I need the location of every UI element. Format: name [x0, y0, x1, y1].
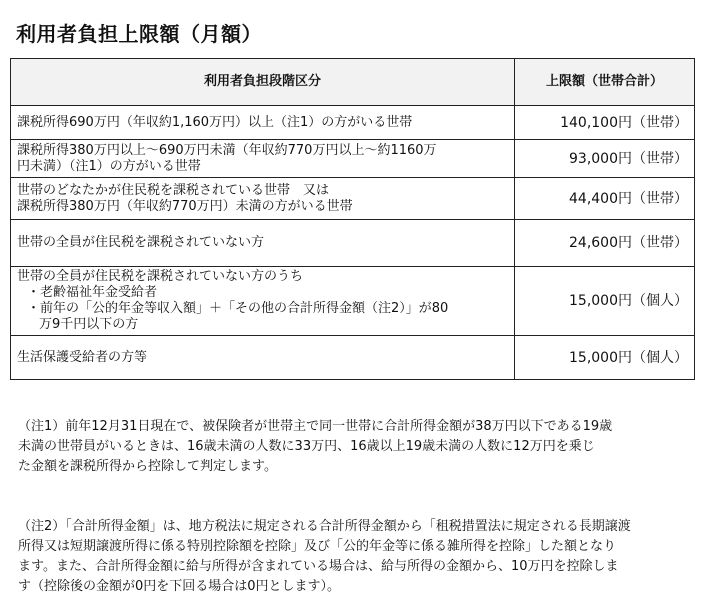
- table-row: [11, 220, 695, 267]
- table-row: [11, 336, 695, 380]
- limit-amount-cell: 24,600円（世帯）: [515, 220, 695, 267]
- note-text: 未満の世帯員がいるときは、16歳未満の人数に33万円、16歳以上19歳未満の人数に12万円を乗じ: [18, 439, 595, 454]
- category-text: 世帯の全員が住民税を課税されていない方: [17, 235, 265, 250]
- limit-amount-cell: 15,000円（個人）: [515, 267, 695, 336]
- category-text: 課税所得380万円（年収約770万円）未満の方がいる世帯: [17, 198, 353, 214]
- limit-amount-cell: 15,000円（個人）: [515, 336, 695, 380]
- category-cell: [11, 336, 515, 380]
- note-text: （注2）「合計所得金額」は、地方税法に規定される合計所得金額から「租税措置法に規定される長期譲渡: [18, 519, 631, 534]
- category-text: 世帯のどなたかが住民税を課税されている世帯 又は: [17, 182, 330, 198]
- page-title: 利用者負担上限額（月額）: [16, 22, 262, 46]
- limit-amount-cell: 44,400円（世帯）: [515, 178, 695, 220]
- limit-amount-cell: 93,000円（世帯）: [515, 140, 695, 178]
- table-header-row: [11, 59, 695, 106]
- category-cell: [11, 267, 515, 336]
- category-cell: [11, 106, 515, 140]
- category-cell: [11, 220, 515, 267]
- category-cell: [11, 140, 515, 178]
- category-bullet-text: ・老齢福祉年金受給者: [27, 285, 158, 300]
- category-text: 課税所得690万円（年収約1,160万円）以上（注1）の方がいる世帯: [17, 114, 413, 130]
- category-text: 世帯の全員が住民税を課税されていない方のうち: [17, 269, 304, 284]
- column-header-limit: 上限額（世帯合計）: [515, 59, 695, 106]
- table-row: [11, 106, 695, 140]
- table-row: [11, 267, 695, 336]
- note-text: ます。また、合計所得金額に給与所得が含まれている場合は、給与所得の金額から、10万円を控除しま: [18, 559, 619, 574]
- note-text: す（控除後の金額が0円を下回る場合は0円とします）。: [18, 579, 341, 594]
- burden-limit-table: [10, 58, 695, 380]
- column-header-category: 利用者負担段階区分: [11, 59, 515, 106]
- table-row: [11, 140, 695, 178]
- category-bullet-text: 万9千円以下の方: [39, 317, 139, 332]
- table-row: [11, 178, 695, 220]
- note-2: [18, 517, 694, 597]
- category-text: 円未満）（注1）の方がいる世帯: [17, 158, 201, 174]
- note-1: [18, 417, 694, 477]
- category-text: 課税所得380万円以上～690万円未満（年収約770万円以上～約1160万: [17, 142, 437, 158]
- limit-amount-cell: 140,100円（世帯）: [515, 106, 695, 140]
- category-text: 生活保護受給者の方等: [17, 349, 148, 365]
- note-text: た金額を課税所得から控除して判定します。: [18, 459, 277, 474]
- category-bullet-text: ・前年の「公的年金等収入額」＋「その他の合計所得金額（注2）」が80: [27, 301, 449, 316]
- note-text: （注1）前年12月31日現在で、被保険者が世帯主で同一世帯に合計所得金額が38万円以下である19歳: [18, 419, 613, 434]
- category-cell: [11, 178, 515, 220]
- note-text: 所得又は短期譲渡所得に係る特別控除額を控除」及び「公的年金等に係る雑所得を控除」した額となり: [18, 539, 617, 554]
